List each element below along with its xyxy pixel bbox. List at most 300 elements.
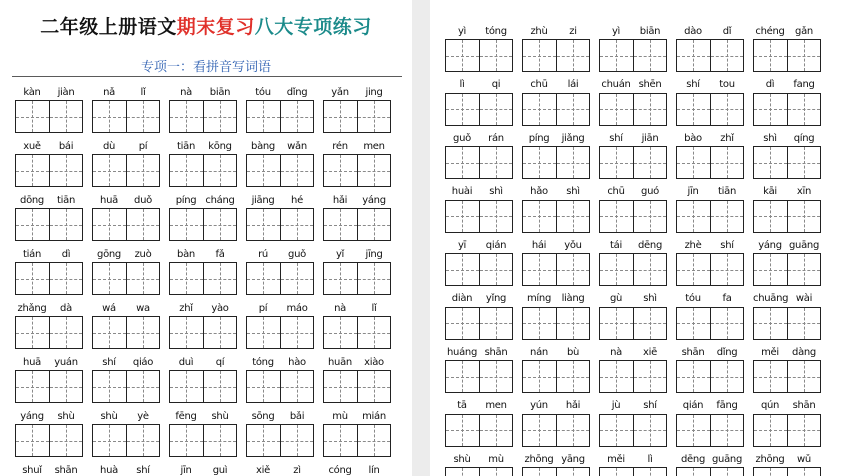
tianzige-cell[interactable] — [247, 209, 280, 240]
pinyin-label — [169, 84, 237, 100]
tianzige-cell[interactable] — [203, 317, 237, 348]
pinyin-syllable: tā — [457, 400, 467, 411]
pinyin-label — [753, 451, 821, 467]
word-block — [246, 462, 314, 476]
pinyin-syllable: yè — [137, 410, 149, 422]
pinyin-label — [753, 398, 821, 414]
tianzige-cell[interactable] — [523, 468, 556, 476]
pinyin-syllable: fāng — [716, 400, 738, 411]
pinyin-label — [323, 84, 391, 100]
pinyin-syllable: kōng — [208, 140, 232, 152]
tianzige-cell[interactable] — [16, 155, 49, 186]
word-block — [445, 398, 513, 447]
tianzige-cell[interactable] — [677, 40, 710, 71]
tianzige-cell[interactable] — [556, 254, 590, 285]
tianzige-cell[interactable] — [93, 155, 126, 186]
tianzige-cell[interactable] — [49, 263, 83, 294]
tianzige-cell[interactable] — [600, 147, 633, 178]
writing-grid — [522, 414, 590, 447]
word-block — [15, 354, 83, 403]
pinyin-syllable: hǎi — [332, 194, 348, 206]
pinyin-syllable: tiān — [57, 194, 75, 206]
pinyin-syllable: biān — [209, 86, 231, 98]
pinyin-syllable: qí — [215, 356, 225, 368]
tianzige-cell[interactable] — [203, 155, 237, 186]
tianzige-cell[interactable] — [710, 308, 744, 339]
tianzige-cell[interactable] — [16, 263, 49, 294]
word-block — [522, 23, 590, 72]
tianzige-cell[interactable] — [93, 425, 126, 456]
tianzige-cell[interactable] — [633, 94, 667, 125]
pinyin-syllable: pí — [138, 140, 148, 152]
pinyin-syllable: yì — [611, 25, 621, 37]
word-block — [246, 192, 314, 241]
tianzige-cell[interactable] — [247, 155, 280, 186]
tianzige-cell[interactable] — [710, 254, 744, 285]
pinyin-label — [522, 23, 590, 39]
word-block — [15, 138, 83, 187]
tianzige-cell[interactable] — [247, 425, 280, 456]
pinyin-label — [753, 23, 821, 39]
tianzige-cell[interactable] — [324, 425, 357, 456]
tianzige-cell[interactable] — [710, 361, 744, 392]
tianzige-cell[interactable] — [357, 317, 391, 348]
writing-grid — [246, 262, 314, 295]
word-block — [445, 184, 513, 233]
pinyin-syllable: yǒu — [564, 239, 582, 251]
tianzige-cell[interactable] — [556, 308, 590, 339]
writing-grid — [753, 307, 821, 340]
tianzige-cell[interactable] — [357, 155, 391, 186]
word-block — [445, 130, 513, 179]
tianzige-cell[interactable] — [754, 468, 787, 476]
pinyin-label — [599, 23, 667, 39]
pinyin-label — [92, 192, 160, 208]
tianzige-cell[interactable] — [710, 415, 744, 446]
tianzige-cell[interactable] — [446, 468, 479, 476]
tianzige-cell[interactable] — [280, 209, 314, 240]
pinyin-syllable: shí — [720, 239, 734, 251]
tianzige-cell[interactable] — [324, 209, 357, 240]
pinyin-label — [169, 408, 237, 424]
tianzige-cell[interactable] — [633, 40, 667, 71]
tianzige-cell[interactable] — [280, 425, 314, 456]
pinyin-syllable: jiān — [641, 132, 659, 144]
pinyin-syllable: yāng — [561, 453, 585, 465]
pinyin-label — [522, 237, 590, 253]
tianzige-cell[interactable] — [600, 254, 633, 285]
tianzige-cell[interactable] — [754, 415, 787, 446]
tianzige-cell[interactable] — [479, 415, 513, 446]
writing-grid — [753, 414, 821, 447]
tianzige-cell[interactable] — [324, 371, 357, 402]
tianzige-cell[interactable] — [49, 371, 83, 402]
pinyin-syllable: tóu — [255, 86, 271, 98]
word-block — [169, 138, 237, 187]
tianzige-cell[interactable] — [203, 209, 237, 240]
tianzige-cell[interactable] — [633, 254, 667, 285]
word-block — [522, 237, 590, 286]
pinyin-label — [15, 192, 83, 208]
pinyin-syllable: jīng — [365, 248, 383, 260]
tianzige-cell[interactable] — [203, 371, 237, 402]
writing-grid — [753, 200, 821, 233]
tianzige-cell[interactable] — [556, 94, 590, 125]
writing-grid — [676, 360, 744, 393]
tianzige-cell[interactable] — [523, 308, 556, 339]
tianzige-cell[interactable] — [479, 308, 513, 339]
pinyin-syllable: dà — [60, 302, 72, 314]
tianzige-cell[interactable] — [170, 209, 203, 240]
tianzige-cell[interactable] — [280, 317, 314, 348]
tianzige-cell[interactable] — [787, 147, 821, 178]
pinyin-syllable: rú — [258, 248, 268, 260]
pinyin-syllable: yǐng — [485, 293, 507, 304]
pinyin-syllable: shí — [643, 400, 657, 411]
tianzige-cell[interactable] — [556, 468, 590, 476]
pinyin-syllable: dǐng — [716, 346, 738, 358]
pinyin-label — [522, 398, 590, 414]
pinyin-syllable: lái — [567, 79, 579, 90]
tianzige-cell[interactable] — [677, 361, 710, 392]
tianzige-cell[interactable] — [247, 101, 280, 132]
pinyin-syllable: jīn — [180, 464, 192, 476]
writing-grid — [92, 316, 160, 349]
tianzige-cell[interactable] — [633, 201, 667, 232]
tianzige-cell[interactable] — [754, 94, 787, 125]
tianzige-cell[interactable] — [126, 371, 160, 402]
tianzige-cell[interactable] — [600, 415, 633, 446]
pinyin-syllable: qián — [485, 239, 507, 251]
tianzige-cell[interactable] — [247, 317, 280, 348]
tianzige-cell[interactable] — [600, 468, 633, 476]
writing-grid — [599, 253, 667, 286]
tianzige-cell[interactable] — [446, 361, 479, 392]
tianzige-cell[interactable] — [446, 147, 479, 178]
pinyin-label — [753, 130, 821, 146]
tianzige-cell[interactable] — [49, 209, 83, 240]
pinyin-label — [599, 184, 667, 200]
pinyin-label — [445, 398, 513, 414]
tianzige-cell[interactable] — [446, 94, 479, 125]
writing-grid — [15, 424, 83, 457]
pinyin-syllable: nà — [334, 302, 346, 314]
writing-grid — [246, 154, 314, 187]
tianzige-cell[interactable] — [446, 254, 479, 285]
pinyin-syllable: shì — [763, 132, 777, 144]
tianzige-cell[interactable] — [600, 94, 633, 125]
tianzige-cell[interactable] — [170, 425, 203, 456]
tianzige-cell[interactable] — [754, 308, 787, 339]
tianzige-cell[interactable] — [203, 425, 237, 456]
pinyin-syllable: men — [485, 400, 507, 411]
pinyin-syllable: qiáo — [132, 356, 154, 368]
writing-grid — [445, 307, 513, 340]
tianzige-cell[interactable] — [677, 415, 710, 446]
pinyin-label — [522, 291, 590, 307]
tianzige-cell[interactable] — [170, 101, 203, 132]
pinyin-label — [522, 451, 590, 467]
writing-grid — [676, 467, 744, 476]
tianzige-cell[interactable] — [49, 155, 83, 186]
tianzige-cell[interactable] — [523, 94, 556, 125]
pinyin-syllable: nà — [610, 346, 622, 358]
pinyin-syllable: lì — [459, 79, 465, 90]
pinyin-label — [92, 354, 160, 370]
tianzige-cell[interactable] — [677, 147, 710, 178]
pinyin-syllable: tián — [23, 248, 41, 260]
tianzige-cell[interactable] — [126, 425, 160, 456]
tianzige-cell[interactable] — [357, 425, 391, 456]
tianzige-cell[interactable] — [479, 361, 513, 392]
pinyin-syllable: xiào — [364, 356, 384, 368]
tianzige-cell[interactable] — [247, 371, 280, 402]
tianzige-cell[interactable] — [446, 40, 479, 71]
tianzige-cell[interactable] — [633, 468, 667, 476]
tianzige-cell[interactable] — [280, 155, 314, 186]
word-block — [169, 84, 237, 133]
tianzige-cell[interactable] — [357, 263, 391, 294]
pinyin-syllable: shù — [100, 410, 118, 422]
tianzige-cell[interactable] — [523, 201, 556, 232]
tianzige-cell[interactable] — [677, 308, 710, 339]
tianzige-cell[interactable] — [479, 40, 513, 71]
tianzige-cell[interactable] — [247, 263, 280, 294]
pinyin-syllable: yī — [457, 239, 467, 251]
tianzige-cell[interactable] — [16, 371, 49, 402]
tianzige-cell[interactable] — [93, 209, 126, 240]
pinyin-syllable: hé — [291, 194, 303, 206]
tianzige-cell[interactable] — [16, 317, 49, 348]
word-block — [599, 398, 667, 447]
writing-grid — [323, 208, 391, 241]
pinyin-syllable: sōng — [251, 410, 275, 422]
tianzige-cell[interactable] — [49, 425, 83, 456]
tianzige-cell[interactable] — [203, 101, 237, 132]
pinyin-syllable: gù — [609, 293, 623, 304]
tianzige-cell[interactable] — [93, 371, 126, 402]
tianzige-cell[interactable] — [479, 147, 513, 178]
tianzige-cell[interactable] — [787, 468, 821, 476]
tianzige-cell[interactable] — [633, 361, 667, 392]
tianzige-cell[interactable] — [170, 317, 203, 348]
tianzige-cell[interactable] — [710, 40, 744, 71]
tianzige-cell[interactable] — [523, 361, 556, 392]
tianzige-cell[interactable] — [633, 147, 667, 178]
tianzige-cell[interactable] — [787, 40, 821, 71]
pinyin-syllable: shí — [136, 464, 150, 476]
tianzige-cell[interactable] — [324, 317, 357, 348]
tianzige-cell[interactable] — [49, 101, 83, 132]
pinyin-syllable: shí — [609, 132, 623, 144]
tianzige-cell[interactable] — [357, 101, 391, 132]
writing-grid — [599, 146, 667, 179]
pinyin-label — [753, 237, 821, 253]
tianzige-cell[interactable] — [170, 263, 203, 294]
tianzige-cell[interactable] — [710, 147, 744, 178]
tianzige-cell[interactable] — [523, 40, 556, 71]
pinyin-syllable: men — [363, 140, 385, 152]
writing-grid — [522, 307, 590, 340]
tianzige-cell[interactable] — [556, 147, 590, 178]
pinyin-syllable: shí — [102, 356, 116, 368]
tianzige-cell[interactable] — [754, 201, 787, 232]
word-block — [323, 354, 391, 403]
tianzige-cell[interactable] — [523, 254, 556, 285]
tianzige-cell[interactable] — [787, 361, 821, 392]
pinyin-syllable: jù — [611, 400, 621, 411]
tianzige-cell[interactable] — [479, 254, 513, 285]
tianzige-cell[interactable] — [324, 101, 357, 132]
tianzige-cell[interactable] — [280, 263, 314, 294]
tianzige-cell[interactable] — [787, 308, 821, 339]
pinyin-syllable: dōng — [20, 194, 44, 206]
tianzige-cell[interactable] — [556, 415, 590, 446]
tianzige-cell[interactable] — [126, 263, 160, 294]
pinyin-syllable: yì — [457, 25, 467, 37]
word-block — [169, 462, 237, 476]
tianzige-cell[interactable] — [754, 147, 787, 178]
tianzige-cell[interactable] — [93, 263, 126, 294]
word-block — [522, 291, 590, 340]
pinyin-syllable: yǎn — [331, 86, 349, 98]
tianzige-cell[interactable] — [479, 201, 513, 232]
tianzige-cell[interactable] — [556, 361, 590, 392]
pinyin-label — [676, 451, 744, 467]
writing-grid — [246, 208, 314, 241]
word-block — [522, 184, 590, 233]
pinyin-label — [246, 246, 314, 262]
tianzige-cell[interactable] — [677, 94, 710, 125]
writing-grid — [169, 154, 237, 187]
pinyin-syllable: chuāng — [753, 293, 789, 304]
tianzige-cell[interactable] — [787, 415, 821, 446]
tianzige-cell[interactable] — [523, 415, 556, 446]
tianzige-cell[interactable] — [93, 317, 126, 348]
tianzige-cell[interactable] — [600, 361, 633, 392]
pinyin-syllable: jiāng — [251, 194, 275, 206]
tianzige-cell[interactable] — [754, 361, 787, 392]
tianzige-cell[interactable] — [324, 155, 357, 186]
tianzige-cell[interactable] — [600, 40, 633, 71]
tianzige-cell[interactable] — [16, 209, 49, 240]
tianzige-cell[interactable] — [556, 40, 590, 71]
tianzige-cell[interactable] — [170, 155, 203, 186]
tianzige-cell[interactable] — [126, 317, 160, 348]
writing-grid — [753, 253, 821, 286]
pinyin-label — [15, 246, 83, 262]
tianzige-cell[interactable] — [479, 468, 513, 476]
pinyin-label — [92, 300, 160, 316]
word-block — [599, 23, 667, 72]
word-block — [445, 291, 513, 340]
writing-grid — [445, 93, 513, 126]
pinyin-syllable: huān — [328, 356, 352, 368]
tianzige-cell[interactable] — [754, 40, 787, 71]
tianzige-cell[interactable] — [710, 201, 744, 232]
tianzige-cell[interactable] — [126, 101, 160, 132]
tianzige-cell[interactable] — [787, 94, 821, 125]
tianzige-cell[interactable] — [710, 468, 744, 476]
word-block — [753, 398, 821, 447]
pinyin-syllable: shān — [792, 400, 816, 411]
tianzige-cell[interactable] — [16, 425, 49, 456]
pinyin-label — [92, 84, 160, 100]
tianzige-cell[interactable] — [446, 201, 479, 232]
pinyin-syllable: jīn — [687, 186, 699, 197]
pinyin-label — [246, 300, 314, 316]
pinyin-label — [599, 344, 667, 360]
tianzige-cell[interactable] — [754, 254, 787, 285]
pinyin-syllable: dǐ — [722, 25, 732, 37]
pinyin-syllable: yáng — [20, 410, 44, 422]
tianzige-cell[interactable] — [677, 201, 710, 232]
tianzige-cell[interactable] — [523, 147, 556, 178]
word-block — [92, 408, 160, 457]
tianzige-cell[interactable] — [600, 201, 633, 232]
tianzige-cell[interactable] — [446, 415, 479, 446]
writing-grid — [246, 424, 314, 457]
tianzige-cell[interactable] — [170, 371, 203, 402]
tianzige-cell[interactable] — [677, 254, 710, 285]
writing-grid — [522, 253, 590, 286]
tianzige-cell[interactable] — [126, 155, 160, 186]
pinyin-syllable: zhù — [530, 25, 548, 37]
tianzige-cell[interactable] — [126, 209, 160, 240]
writing-grid — [676, 200, 744, 233]
tianzige-cell[interactable] — [600, 308, 633, 339]
pinyin-syllable: fǎ — [215, 248, 225, 260]
pinyin-syllable: pí — [258, 302, 268, 314]
tianzige-cell[interactable] — [677, 468, 710, 476]
writing-grid — [753, 467, 821, 476]
tianzige-cell[interactable] — [556, 201, 590, 232]
pinyin-label — [246, 84, 314, 100]
tianzige-cell[interactable] — [633, 308, 667, 339]
tianzige-cell[interactable] — [787, 201, 821, 232]
word-block — [445, 344, 513, 393]
tianzige-cell[interactable] — [710, 94, 744, 125]
tianzige-cell[interactable] — [49, 317, 83, 348]
pinyin-syllable: lín — [368, 464, 380, 476]
tianzige-cell[interactable] — [357, 209, 391, 240]
word-block — [599, 77, 667, 126]
tianzige-cell[interactable] — [787, 254, 821, 285]
tianzige-cell[interactable] — [633, 415, 667, 446]
pinyin-syllable: wǎn — [287, 140, 307, 152]
tianzige-cell[interactable] — [16, 101, 49, 132]
tianzige-cell[interactable] — [446, 308, 479, 339]
tianzige-cell[interactable] — [280, 371, 314, 402]
word-block — [15, 408, 83, 457]
tianzige-cell[interactable] — [280, 101, 314, 132]
tianzige-cell[interactable] — [93, 101, 126, 132]
pinyin-syllable: wài — [795, 293, 813, 304]
writing-grid — [15, 262, 83, 295]
writing-grid — [522, 39, 590, 72]
tianzige-cell[interactable] — [479, 94, 513, 125]
tianzige-cell[interactable] — [324, 263, 357, 294]
tianzige-cell[interactable] — [203, 263, 237, 294]
pinyin-syllable: cháng — [205, 194, 235, 206]
pinyin-label — [445, 237, 513, 253]
writing-grid — [522, 93, 590, 126]
pinyin-label — [323, 246, 391, 262]
pinyin-label — [15, 354, 83, 370]
pinyin-syllable: dǐng — [286, 86, 308, 98]
writing-grid — [445, 467, 513, 476]
tianzige-cell[interactable] — [357, 371, 391, 402]
